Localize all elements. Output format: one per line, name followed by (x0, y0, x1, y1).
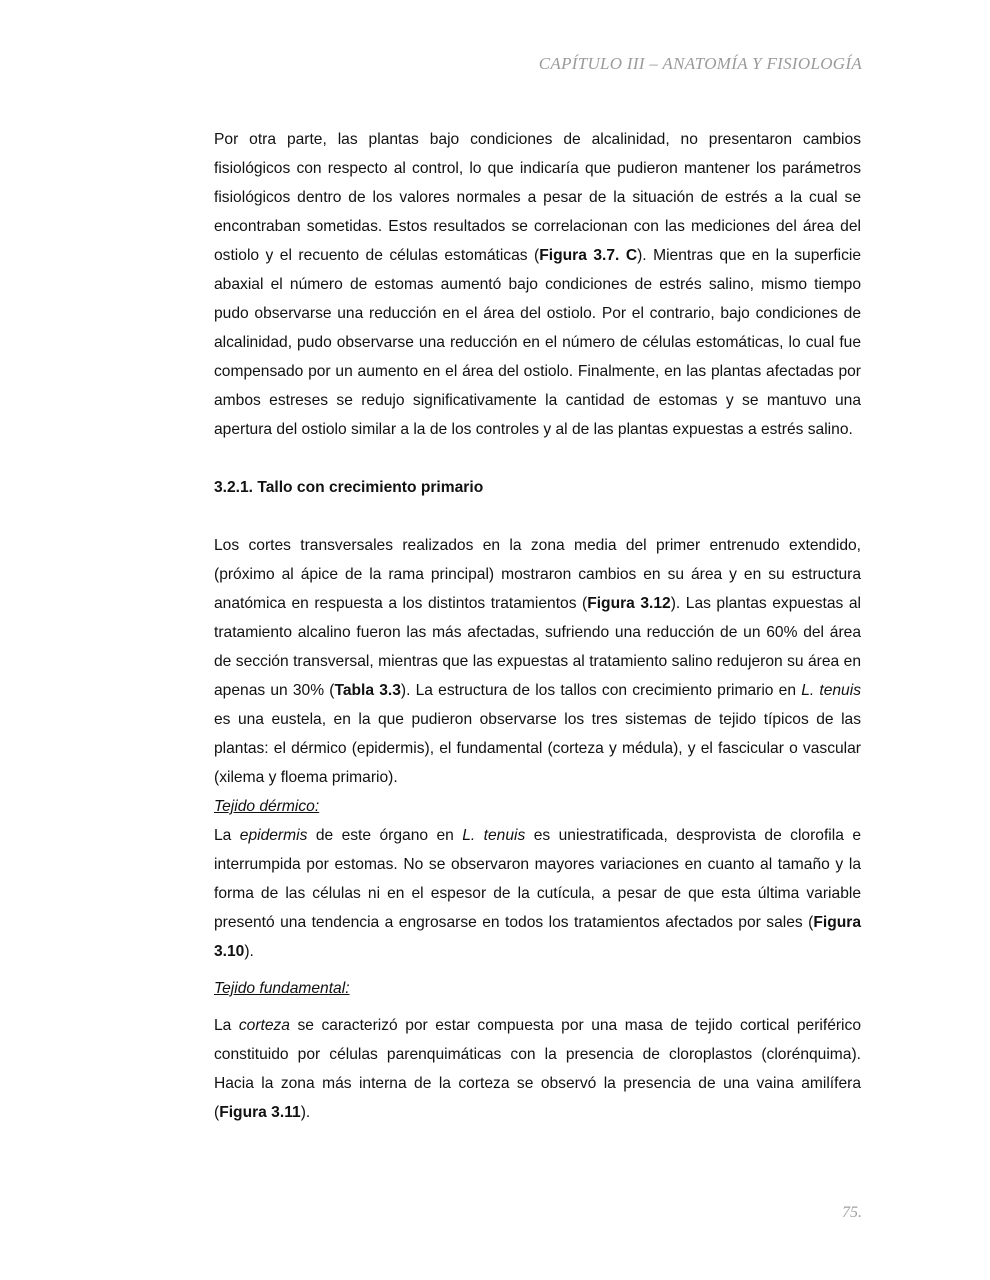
figure-reference: Figura 3.10 (214, 914, 861, 960)
figure-reference: Figura 3.7. C (539, 247, 638, 264)
section-heading: 3.2.1. Tallo con crecimiento primario (214, 479, 484, 496)
species-name: L. tenuis (801, 682, 861, 699)
subheading-dermal-tissue: Tejido dérmico: (214, 798, 320, 815)
table-reference: Tabla 3.3 (334, 682, 401, 699)
term-cortex: corteza (238, 1017, 290, 1034)
paragraph-stem-sections: Los cortes transversales realizados en la zona media del primer entrenudo extendido, (próximo al ápice de la rama principal) mostraron cambios en su área y en su estructura anatómica en respuesta a los distintos tratamientos (Figura 3.12). Las plantas expuestas al tratamiento alcalino fueron las más afectadas, sufriendo una reducción de un 60% del área de sección transversal, mientras que las expuestas al tratamiento salino redujeron su área en apenas un 30% (Tabla 3.3). La estructura de los tallos con crecimiento primario en L. tenuis es una eustela, en la que pudieron observarse los tres sistemas de tejido típicos de las plantas: el dérmico (epidermis), el fundamental (corteza y médula), y el fascicular o vascular (xilema y floema primario). (214, 537, 861, 786)
term-epidermis: epidermis (239, 827, 308, 844)
paragraph-epidermis: La epidermis de este órgano en L. tenuis es uniestratificada, desprovista de clorofila e interrumpida por estomas. No se observaron mayores variaciones en cuanto al tamaño y la forma de las células ni en el espesor de la cutícula, a pesar de que esta última variable presentó una tendencia a engrosarse en todos los tratamientos afectados por sales (Figura 3.10). (214, 827, 861, 960)
figure-reference: Figura 3.11 (219, 1104, 301, 1121)
paragraph-stomata-results: Por otra parte, las plantas bajo condiciones de alcalinidad, no presentaron cambios fisiológicos con respecto al control, lo que indicaría que pudieron mantener los parámetros fisiológicos dentro de los valores normales a pesar de la situación de estrés a la cual se encontraban sometidas. Estos resultados se correlacionan con las mediciones del área del ostiolo y el recuento de células estomáticas (Figura 3.7. C). Mientras que en la superficie abaxial el número de estomas aumentó bajo condiciones de estrés salino, mismo tiempo pudo observarse una reducción en el área del ostiolo. Por el contrario, bajo condiciones de alcalinidad, pudo observarse una reducción en el número de células estomáticas, lo cual fue compensado por un aumento en el área del ostiolo. Finalmente, en las plantas afectadas por ambos estreses se redujo significativamente la cantidad de estomas y se mantuvo una apertura del ostiolo similar a la de los controles y al de las plantas expuestas a estrés salino. (214, 131, 861, 438)
figure-reference: Figura 3.12 (587, 595, 671, 612)
page-body (214, 125, 861, 1127)
species-name: L. tenuis (462, 827, 526, 844)
running-header: CAPÍTULO III – ANATOMÍA Y FISIOLOGÍA (538, 54, 862, 73)
paragraph-cortex: La corteza se caracterizó por estar compuesta por una masa de tejido cortical periférico constituido por células parenquimáticas con la presencia de cloroplastos (clorénquima). Hacia la zona más interna de la corteza se observó la presencia de una vaina amilífera (Figura 3.11). (214, 1017, 861, 1121)
subheading-ground-tissue: Tejido fundamental: (214, 980, 350, 997)
page-number: 75. (842, 1204, 862, 1221)
